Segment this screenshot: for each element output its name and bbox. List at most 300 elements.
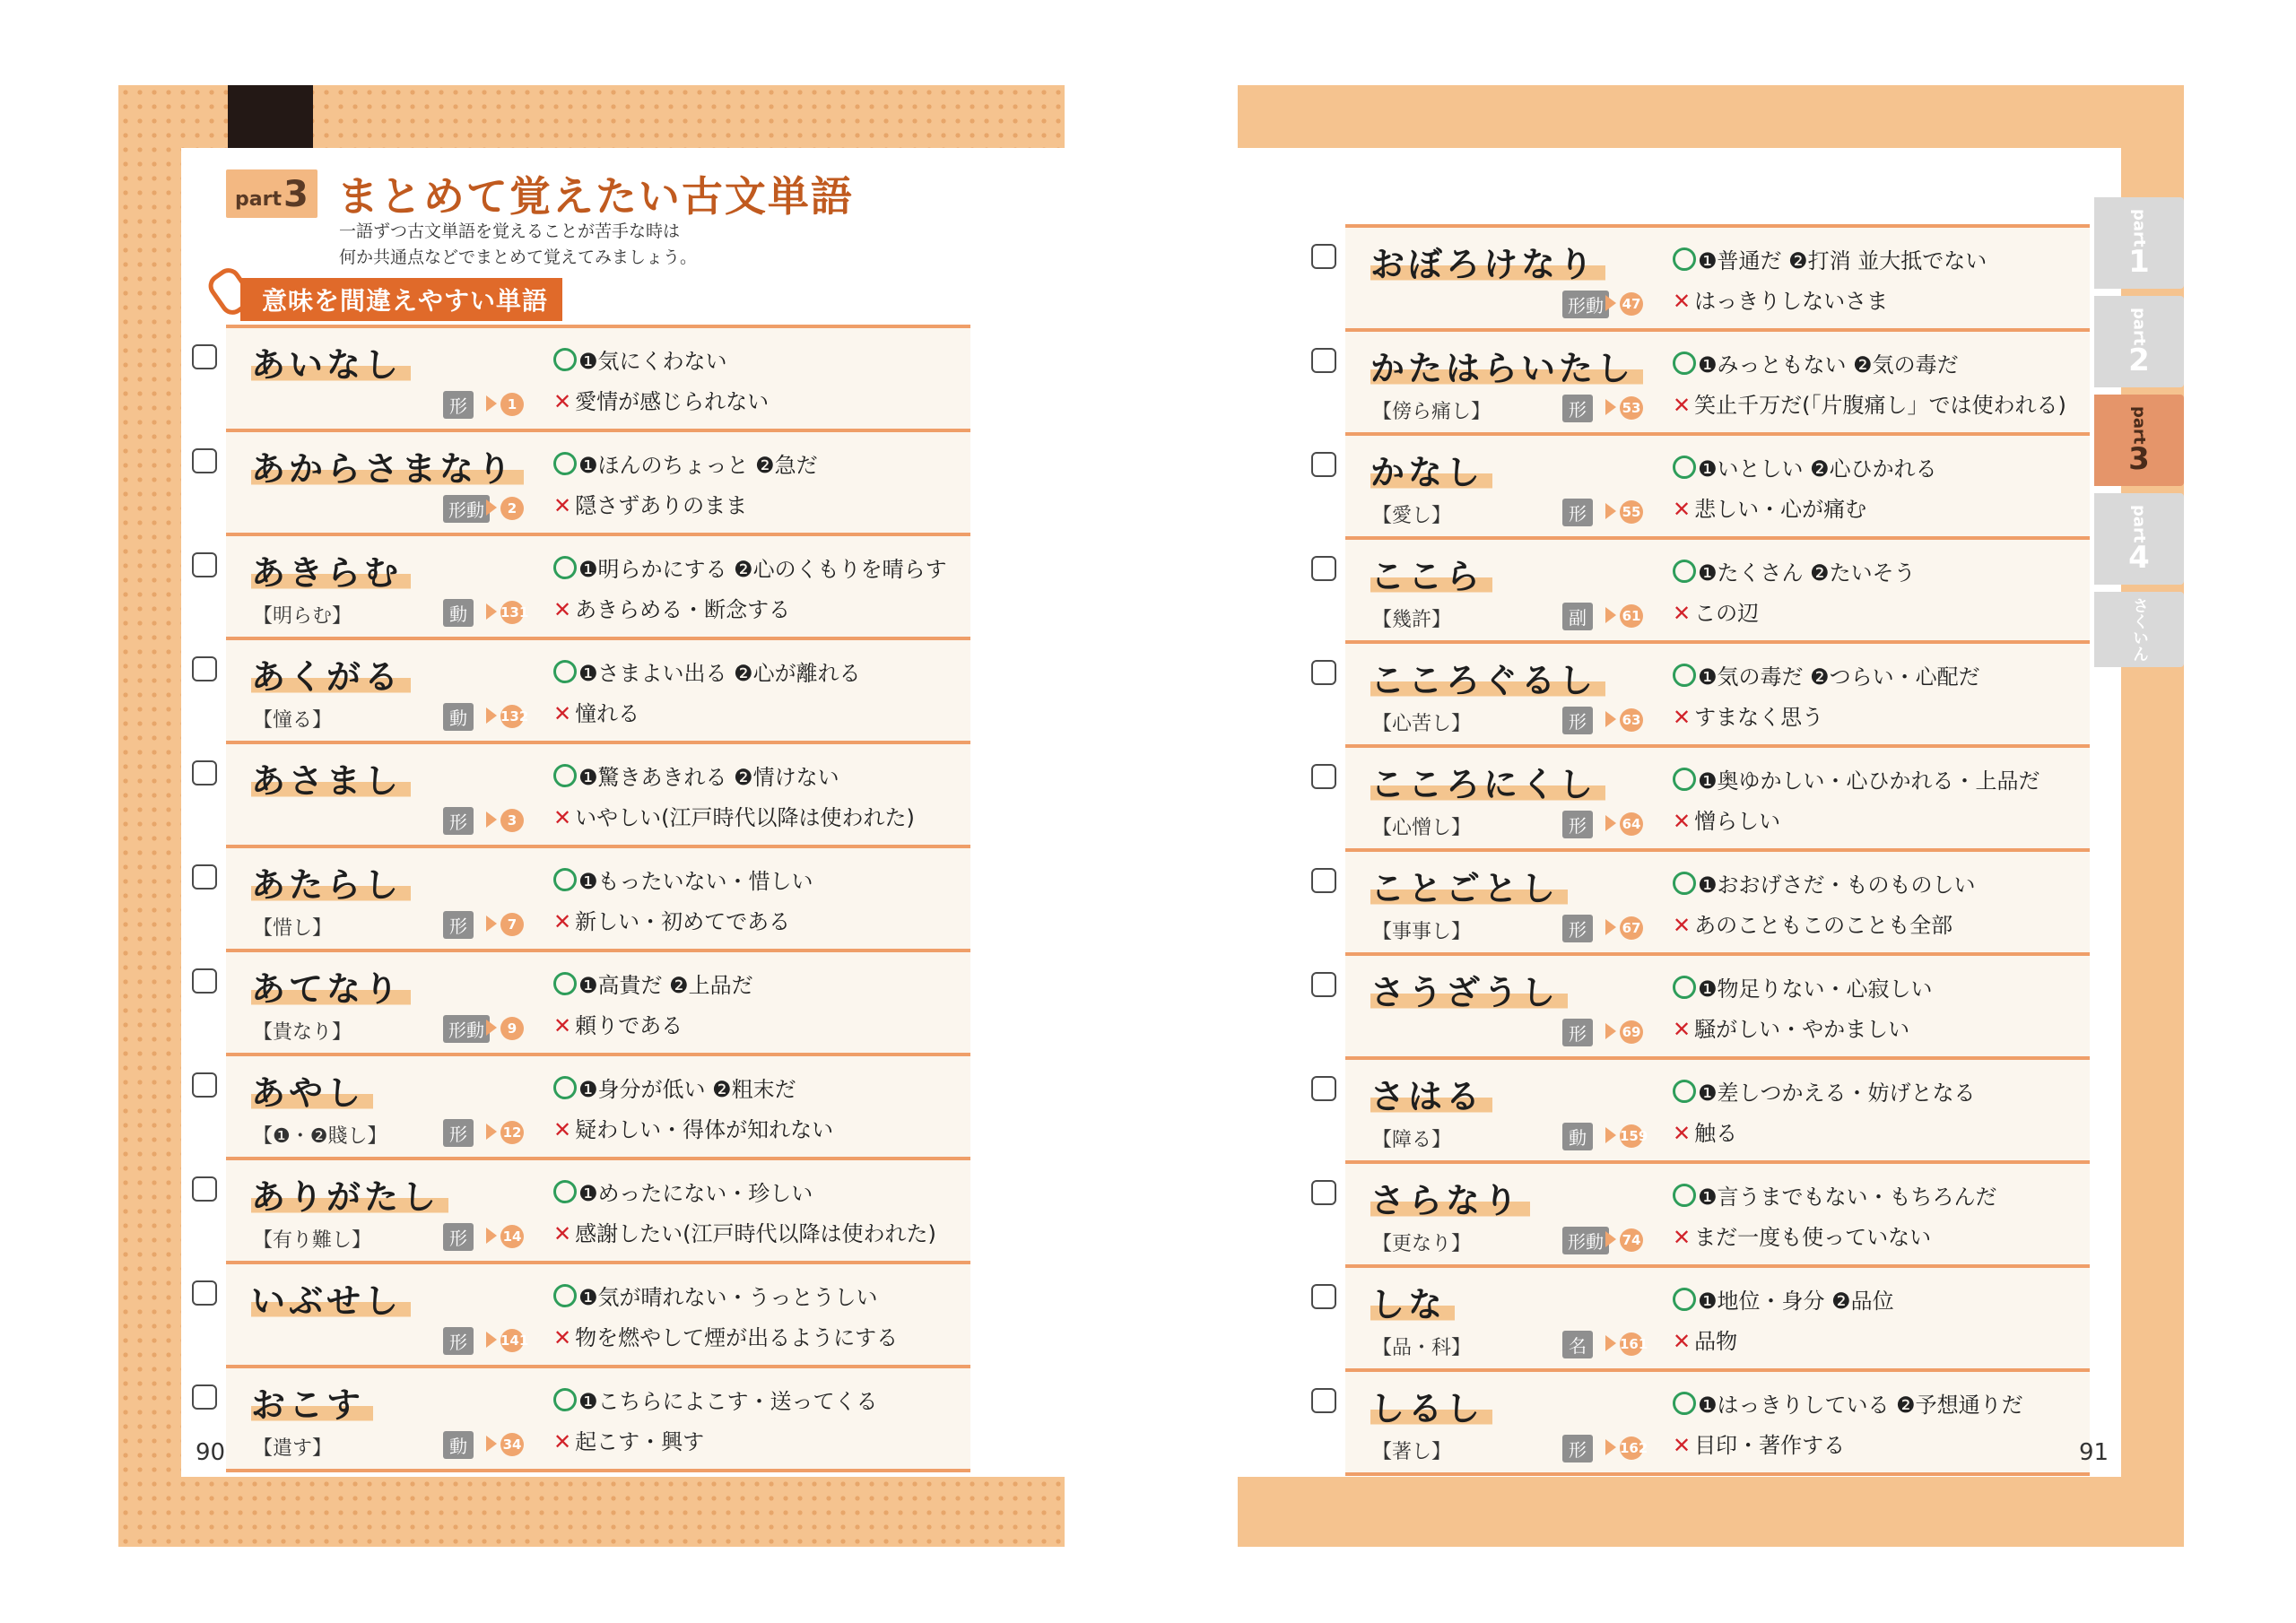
word-headword: あたらし bbox=[251, 857, 411, 907]
correct-meaning bbox=[553, 1384, 878, 1415]
correct-meaning-text: ❶差しつかえる・妨げとなる bbox=[1698, 1081, 1976, 1106]
correct-meaning bbox=[1673, 347, 1959, 378]
wrong-meaning-text: はっきりしないさま bbox=[1694, 289, 1889, 314]
word-kanji: 【憧る】 bbox=[253, 709, 333, 732]
wrong-meaning-text: 新しい・初めてである bbox=[575, 909, 791, 934]
word-kanji: 【障る】 bbox=[1372, 1129, 1452, 1151]
right-word-list bbox=[1345, 224, 2090, 1476]
reference-number: 74 bbox=[1620, 1228, 1643, 1252]
word-kanji: 【❶・❷賤し】 bbox=[253, 1125, 387, 1148]
arrow-right-icon bbox=[1605, 1023, 1616, 1039]
part-of-speech-badge: 形 bbox=[443, 1327, 474, 1355]
correct-meaning-text: ❶明らかにする ❷心のくもりを晴らす bbox=[578, 557, 947, 582]
checkbox[interactable] bbox=[192, 760, 217, 785]
part-of-speech-badge: 形 bbox=[1562, 811, 1593, 838]
list-item bbox=[226, 744, 970, 848]
correct-circle-icon bbox=[553, 1180, 577, 1203]
correct-circle-icon bbox=[553, 1076, 577, 1099]
list-item bbox=[226, 640, 970, 744]
wrong-meaning-text: 物を燃やして煙が出るようにする bbox=[575, 1325, 899, 1350]
list-item bbox=[1345, 1268, 2090, 1372]
wrong-x-icon: ✕ bbox=[1673, 1225, 1692, 1250]
correct-circle-icon bbox=[1673, 1392, 1696, 1415]
list-item bbox=[1345, 332, 2090, 436]
checkbox[interactable] bbox=[1311, 764, 1336, 789]
wrong-meaning-text: 頼りである bbox=[575, 1013, 683, 1038]
wrong-meaning bbox=[553, 1216, 936, 1247]
correct-circle-icon bbox=[1673, 976, 1696, 999]
correct-meaning-text: ❶こちらによこす・送ってくる bbox=[578, 1389, 878, 1414]
correct-meaning-text: ❶気にくわない bbox=[578, 349, 727, 374]
part-of-speech-badge: 形 bbox=[443, 391, 474, 419]
reference-number: 159 bbox=[1620, 1124, 1643, 1148]
correct-meaning-text: ❶おおげさだ・ものものしい bbox=[1698, 872, 1976, 898]
arrow-right-icon bbox=[486, 1228, 497, 1244]
list-item bbox=[1345, 1060, 2090, 1164]
word-headword: ここら bbox=[1370, 549, 1492, 598]
correct-meaning bbox=[1673, 971, 1933, 1002]
reference-number: 55 bbox=[1620, 500, 1643, 524]
wrong-meaning bbox=[1673, 491, 1866, 523]
reference-number: 131 bbox=[500, 601, 524, 624]
word-headword: こころぐるし bbox=[1370, 653, 1605, 702]
word-headword: かたはらいたし bbox=[1370, 341, 1643, 390]
wrong-x-icon: ✕ bbox=[1673, 601, 1692, 626]
list-item bbox=[226, 1160, 970, 1264]
correct-meaning bbox=[553, 655, 861, 687]
reference-number: 14 bbox=[500, 1225, 524, 1248]
part-index-tabs bbox=[2094, 197, 2184, 674]
arrow-right-icon bbox=[1605, 1439, 1616, 1455]
checkbox[interactable] bbox=[1311, 660, 1336, 685]
arrow-right-icon bbox=[486, 395, 497, 412]
word-kanji: 【遣す】 bbox=[253, 1437, 333, 1460]
word-headword: あきらむ bbox=[251, 545, 411, 595]
reference-number: 1 bbox=[500, 393, 524, 416]
wrong-x-icon: ✕ bbox=[1673, 809, 1692, 834]
correct-circle-icon bbox=[1673, 664, 1696, 687]
wrong-meaning bbox=[1673, 387, 2066, 419]
wrong-x-icon: ✕ bbox=[553, 909, 572, 934]
correct-meaning bbox=[1673, 763, 2040, 794]
tab-number: 4 bbox=[2128, 540, 2150, 577]
checkbox[interactable] bbox=[192, 864, 217, 890]
part-of-speech-badge: 形動 bbox=[443, 1015, 490, 1043]
arrow-right-icon bbox=[486, 499, 497, 516]
reference-number: 12 bbox=[500, 1121, 524, 1144]
wrong-meaning bbox=[553, 1320, 898, 1351]
wrong-meaning bbox=[553, 1424, 704, 1455]
wrong-x-icon: ✕ bbox=[553, 1013, 572, 1038]
checkbox[interactable] bbox=[192, 1176, 217, 1202]
correct-meaning bbox=[553, 551, 947, 583]
correct-meaning-text: ❶奥ゆかしい・心ひかれる・上品だ bbox=[1698, 768, 2040, 794]
word-headword: あてなり bbox=[251, 961, 411, 1011]
word-kanji: 【愛し】 bbox=[1372, 505, 1452, 527]
word-headword: いぶせし bbox=[251, 1273, 411, 1323]
wrong-meaning bbox=[553, 904, 790, 935]
wrong-x-icon: ✕ bbox=[553, 805, 572, 830]
correct-meaning-text: ❶物足りない・心寂しい bbox=[1698, 976, 1933, 1002]
wrong-x-icon: ✕ bbox=[1673, 1121, 1692, 1146]
word-kanji: 【心憎し】 bbox=[1372, 817, 1472, 839]
arrow-right-icon bbox=[486, 1436, 497, 1452]
word-kanji: 【明らむ】 bbox=[253, 605, 352, 628]
list-item bbox=[226, 432, 970, 536]
tab-label: さくいん bbox=[2130, 597, 2149, 662]
correct-meaning bbox=[553, 343, 727, 375]
correct-meaning bbox=[1673, 1387, 2023, 1419]
correct-meaning bbox=[1673, 1075, 1976, 1107]
part-of-speech-badge: 動 bbox=[443, 599, 474, 627]
page-heading bbox=[226, 164, 854, 223]
part-of-speech-badge: 動 bbox=[1562, 1123, 1593, 1150]
wrong-meaning bbox=[553, 1112, 833, 1143]
page-number-right: 91 bbox=[2079, 1439, 2109, 1466]
correct-meaning bbox=[1673, 451, 1937, 482]
list-item bbox=[226, 325, 970, 432]
word-kanji: 【傍ら痛し】 bbox=[1372, 401, 1492, 423]
tab-part-2[interactable] bbox=[2094, 296, 2184, 387]
checkbox[interactable] bbox=[1311, 1180, 1336, 1205]
correct-meaning bbox=[553, 447, 818, 479]
arrow-right-icon bbox=[1605, 1127, 1616, 1143]
correct-circle-icon bbox=[553, 972, 577, 995]
left-word-list bbox=[226, 325, 970, 1472]
correct-meaning bbox=[1673, 555, 1916, 586]
wrong-x-icon: ✕ bbox=[1673, 393, 1692, 418]
checkbox[interactable] bbox=[1311, 868, 1336, 893]
arrow-right-icon bbox=[1605, 1335, 1616, 1351]
correct-meaning-text: ❶たくさん ❷たいそう bbox=[1698, 560, 1916, 586]
list-item bbox=[1345, 540, 2090, 644]
part-of-speech-badge: 形 bbox=[443, 807, 474, 835]
word-kanji: 【有り難し】 bbox=[253, 1229, 372, 1252]
tab-label: part bbox=[2129, 405, 2149, 445]
correct-circle-icon bbox=[553, 348, 577, 371]
arrow-right-icon bbox=[1605, 399, 1616, 415]
correct-circle-icon bbox=[1673, 1288, 1696, 1311]
part-of-speech-badge: 動 bbox=[443, 1431, 474, 1459]
part-of-speech-badge: 形 bbox=[443, 911, 474, 939]
correct-meaning bbox=[553, 1280, 878, 1311]
correct-circle-icon bbox=[553, 1388, 577, 1411]
checkbox[interactable] bbox=[1311, 348, 1336, 373]
tab-label: part bbox=[2129, 504, 2149, 543]
arrow-right-icon bbox=[486, 1332, 497, 1348]
tab-part-4[interactable] bbox=[2094, 493, 2184, 585]
correct-meaning-text: ❶いとしい ❷心ひかれる bbox=[1698, 456, 1937, 482]
part-of-speech-badge: 形 bbox=[1562, 1435, 1593, 1462]
list-item bbox=[1345, 956, 2090, 1060]
wrong-meaning-text: 疑わしい・得体が知れない bbox=[575, 1117, 834, 1142]
reference-number: 162 bbox=[1620, 1436, 1643, 1460]
wrong-meaning-text: 品物 bbox=[1694, 1329, 1738, 1354]
correct-meaning-text: ❶身分が低い ❷粗末だ bbox=[578, 1077, 796, 1102]
correct-circle-icon bbox=[553, 660, 577, 683]
part-of-speech-badge: 形 bbox=[443, 1223, 474, 1251]
correct-meaning-text: ❶みっともない ❷気の毒だ bbox=[1698, 352, 1959, 378]
correct-circle-icon bbox=[553, 556, 577, 579]
correct-meaning bbox=[1673, 867, 1976, 898]
wrong-meaning-text: 触る bbox=[1694, 1121, 1738, 1146]
wrong-x-icon: ✕ bbox=[553, 1429, 572, 1454]
wrong-meaning bbox=[1673, 1115, 1737, 1147]
tab-part-index[interactable] bbox=[2094, 592, 2184, 667]
reference-number: 69 bbox=[1620, 1020, 1643, 1044]
correct-circle-icon bbox=[1673, 456, 1696, 479]
checkbox[interactable] bbox=[1311, 1284, 1336, 1309]
arrow-right-icon bbox=[486, 812, 497, 828]
wrong-x-icon: ✕ bbox=[553, 389, 572, 414]
tab-part-1[interactable] bbox=[2094, 197, 2184, 289]
checkbox[interactable] bbox=[192, 344, 217, 369]
part-of-speech-badge: 形 bbox=[1562, 915, 1593, 942]
list-item bbox=[1345, 644, 2090, 748]
checkbox[interactable] bbox=[1311, 244, 1336, 269]
reference-number: 161 bbox=[1620, 1332, 1643, 1356]
word-headword: さうざうし bbox=[1370, 965, 1568, 1014]
checkbox[interactable] bbox=[192, 656, 217, 681]
checkbox[interactable] bbox=[192, 1384, 217, 1410]
wrong-meaning bbox=[1673, 1324, 1737, 1355]
correct-meaning-text: ❶もったいない・惜しい bbox=[578, 869, 813, 894]
correct-circle-icon bbox=[553, 764, 577, 787]
wrong-meaning-text: 憎らしい bbox=[1694, 809, 1781, 834]
checkbox[interactable] bbox=[192, 448, 217, 473]
wrong-meaning bbox=[553, 1008, 683, 1039]
arrow-right-icon bbox=[1605, 295, 1616, 311]
correct-meaning-text: ❶地位・身分 ❷品位 bbox=[1698, 1289, 1894, 1314]
arrow-right-icon bbox=[486, 1124, 497, 1140]
wrong-x-icon: ✕ bbox=[1673, 705, 1692, 730]
wrong-meaning-text: 目印・著作する bbox=[1694, 1433, 1846, 1458]
part-of-speech-badge: 動 bbox=[443, 703, 474, 731]
subtitle-line-2: 何か共通点などでまとめて覚えてみましょう。 bbox=[339, 247, 698, 267]
correct-circle-icon bbox=[1673, 768, 1696, 791]
tab-label: part bbox=[2129, 307, 2149, 346]
list-item bbox=[1345, 748, 2090, 852]
arrow-right-icon bbox=[1605, 711, 1616, 727]
list-item bbox=[1345, 224, 2090, 332]
arrow-right-icon bbox=[1605, 815, 1616, 831]
wrong-meaning bbox=[1673, 1011, 1909, 1043]
word-kanji: 【品・科】 bbox=[1372, 1337, 1472, 1359]
reference-number: 53 bbox=[1620, 396, 1643, 420]
correct-meaning bbox=[553, 864, 813, 895]
reference-number: 141 bbox=[500, 1329, 524, 1352]
correct-meaning bbox=[553, 1072, 796, 1103]
correct-circle-icon bbox=[553, 868, 577, 891]
part-badge bbox=[226, 169, 317, 218]
word-headword: かなし bbox=[1370, 445, 1492, 494]
wrong-x-icon: ✕ bbox=[553, 597, 572, 622]
wrong-meaning bbox=[553, 384, 769, 415]
list-item bbox=[1345, 1372, 2090, 1476]
arrow-right-icon bbox=[1605, 1231, 1616, 1247]
wrong-meaning bbox=[1673, 907, 1952, 939]
correct-meaning-text: ❶はっきりしている ❷予想通りだ bbox=[1698, 1393, 2023, 1418]
page-title: まとめて覚えたい古文単語 bbox=[336, 172, 854, 221]
word-headword: しるし bbox=[1370, 1381, 1492, 1430]
wrong-meaning bbox=[1673, 699, 1823, 731]
header-black-block bbox=[228, 85, 313, 148]
wrong-meaning bbox=[553, 488, 747, 519]
reference-number: 34 bbox=[500, 1433, 524, 1456]
checkbox[interactable] bbox=[1311, 1076, 1336, 1101]
wrong-meaning-text: あのこともこのことも全部 bbox=[1694, 913, 1953, 938]
word-headword: あさまし bbox=[251, 753, 411, 803]
wrong-meaning bbox=[1673, 1219, 1931, 1251]
page-number-left: 90 bbox=[196, 1439, 226, 1466]
correct-circle-icon bbox=[1673, 1080, 1696, 1103]
wrong-x-icon: ✕ bbox=[553, 701, 572, 726]
correct-meaning bbox=[553, 759, 839, 791]
tab-part-3[interactable] bbox=[2094, 395, 2184, 486]
tab-number: 3 bbox=[2128, 441, 2150, 478]
correct-circle-icon bbox=[1673, 1184, 1696, 1207]
word-kanji: 【事事し】 bbox=[1372, 921, 1472, 943]
wrong-meaning-text: 悲しい・心が痛む bbox=[1694, 497, 1867, 522]
reference-number: 63 bbox=[1620, 708, 1643, 732]
part-label: part bbox=[235, 188, 282, 211]
correct-meaning-text: ❶言うまでもない・もちろんだ bbox=[1698, 1185, 1997, 1210]
wrong-meaning bbox=[553, 800, 915, 831]
correct-circle-icon bbox=[1673, 352, 1696, 375]
reference-number: 7 bbox=[500, 913, 524, 936]
wrong-meaning bbox=[553, 696, 639, 727]
wrong-meaning-text: 隠さずありのまま bbox=[575, 493, 748, 518]
wrong-meaning-text: あきらめる・断念する bbox=[575, 597, 791, 622]
wrong-meaning bbox=[1673, 1428, 1845, 1459]
list-item bbox=[226, 952, 970, 1056]
wrong-x-icon: ✕ bbox=[1673, 913, 1692, 938]
checkbox[interactable] bbox=[192, 968, 217, 994]
word-headword: あいなし bbox=[251, 337, 411, 386]
checkbox[interactable] bbox=[192, 1072, 217, 1098]
arrow-right-icon bbox=[1605, 607, 1616, 623]
part-of-speech-badge: 形 bbox=[443, 1119, 474, 1147]
checkbox[interactable] bbox=[1311, 972, 1336, 997]
wrong-x-icon: ✕ bbox=[553, 493, 572, 518]
arrow-right-icon bbox=[486, 1020, 497, 1036]
correct-meaning-text: ❶気が晴れない・うっとうしい bbox=[578, 1285, 878, 1310]
correct-meaning-text: ❶気の毒だ ❷つらい・心配だ bbox=[1698, 664, 1980, 690]
word-kanji: 【幾許】 bbox=[1372, 609, 1452, 631]
wrong-meaning bbox=[553, 592, 790, 623]
list-item bbox=[1345, 852, 2090, 956]
list-item bbox=[226, 1056, 970, 1160]
word-headword: ありがたし bbox=[251, 1169, 448, 1219]
part-of-speech-badge: 形 bbox=[1562, 1019, 1593, 1046]
section-banner: 意味を間違えやすい単語 bbox=[240, 278, 562, 321]
page-subtitle bbox=[339, 219, 697, 271]
correct-circle-icon bbox=[1673, 872, 1696, 895]
correct-meaning bbox=[1673, 243, 1987, 274]
correct-meaning-text: ❶ほんのちょっと ❷急だ bbox=[578, 453, 818, 478]
wrong-meaning-text: 起こす・興す bbox=[575, 1429, 705, 1454]
word-headword: おこす bbox=[251, 1377, 373, 1427]
wrong-x-icon: ✕ bbox=[1673, 497, 1692, 522]
wrong-x-icon: ✕ bbox=[553, 1325, 572, 1350]
checkbox[interactable] bbox=[192, 1280, 217, 1306]
wrong-meaning-text: 笑止千万だ(「片腹痛し」では使われる) bbox=[1694, 393, 2066, 418]
wrong-meaning-text: いやしい(江戸時代以降は使われた) bbox=[575, 805, 915, 830]
word-headword: おぼろけなり bbox=[1370, 237, 1605, 286]
wrong-x-icon: ✕ bbox=[553, 1221, 572, 1246]
wrong-x-icon: ✕ bbox=[1673, 1017, 1692, 1042]
list-item bbox=[226, 848, 970, 952]
word-kanji: 【心苦し】 bbox=[1372, 713, 1472, 735]
checkbox[interactable] bbox=[1311, 452, 1336, 477]
correct-circle-icon bbox=[553, 1284, 577, 1307]
reference-number: 3 bbox=[500, 809, 524, 832]
list-item bbox=[226, 1264, 970, 1368]
correct-meaning-text: ❶さまよい出る ❷心が離れる bbox=[578, 661, 861, 686]
word-kanji: 【更なり】 bbox=[1372, 1233, 1472, 1255]
wrong-meaning bbox=[1673, 283, 1888, 315]
checkbox[interactable] bbox=[1311, 556, 1336, 581]
wrong-meaning-text: 騒がしい・やかましい bbox=[1694, 1017, 1910, 1042]
correct-meaning-text: ❶驚きあきれる ❷情けない bbox=[578, 765, 839, 790]
wrong-meaning-text: 感謝したい(江戸時代以降は使われた) bbox=[575, 1221, 936, 1246]
reference-number: 64 bbox=[1620, 812, 1643, 836]
word-kanji: 【貴なり】 bbox=[253, 1021, 352, 1044]
correct-meaning bbox=[1673, 659, 1980, 690]
word-headword: あからさまなり bbox=[251, 441, 524, 490]
reference-number: 9 bbox=[500, 1017, 524, 1040]
checkbox[interactable] bbox=[192, 552, 217, 577]
list-item bbox=[226, 536, 970, 640]
part-of-speech-badge: 形動 bbox=[1562, 291, 1609, 318]
correct-circle-icon bbox=[553, 452, 577, 475]
part-of-speech-badge: 副 bbox=[1562, 603, 1593, 630]
arrow-right-icon bbox=[1605, 919, 1616, 935]
list-item bbox=[1345, 436, 2090, 540]
word-headword: さはる bbox=[1370, 1069, 1492, 1118]
word-headword: さらなり bbox=[1370, 1173, 1530, 1222]
list-item bbox=[226, 1368, 970, 1472]
part-of-speech-badge: 形動 bbox=[443, 495, 490, 523]
word-headword: あやし bbox=[251, 1065, 373, 1115]
list-item bbox=[1345, 1164, 2090, 1268]
correct-meaning bbox=[553, 968, 753, 999]
reference-number: 132 bbox=[500, 705, 524, 728]
checkbox[interactable] bbox=[1311, 1388, 1336, 1413]
correct-meaning bbox=[1673, 1179, 1997, 1211]
wrong-x-icon: ✕ bbox=[553, 1117, 572, 1142]
wrong-meaning-text: すまなく思う bbox=[1694, 705, 1824, 730]
wrong-meaning-text: 愛情が感じられない bbox=[575, 389, 770, 414]
word-headword: しな bbox=[1370, 1277, 1455, 1326]
reference-number: 47 bbox=[1620, 292, 1643, 316]
wrong-meaning-text: まだ一度も使っていない bbox=[1694, 1225, 1932, 1250]
correct-meaning bbox=[1673, 1283, 1894, 1315]
subtitle-line-1: 一語ずつ古文単語を覚えることが苦手な時は bbox=[339, 221, 681, 241]
arrow-right-icon bbox=[486, 603, 497, 620]
correct-meaning-text: ❶普通だ ❷打消 並大抵でない bbox=[1698, 248, 1987, 273]
arrow-right-icon bbox=[1605, 503, 1616, 519]
arrow-right-icon bbox=[486, 916, 497, 932]
part-of-speech-badge: 形 bbox=[1562, 707, 1593, 734]
arrow-right-icon bbox=[486, 707, 497, 724]
word-headword: こころにくし bbox=[1370, 757, 1605, 806]
part-of-speech-badge: 名 bbox=[1562, 1331, 1593, 1358]
correct-meaning-text: ❶高貴だ ❷上品だ bbox=[578, 973, 753, 998]
correct-circle-icon bbox=[1673, 560, 1696, 583]
word-headword: ことごとし bbox=[1370, 861, 1568, 910]
wrong-meaning bbox=[1673, 595, 1759, 627]
